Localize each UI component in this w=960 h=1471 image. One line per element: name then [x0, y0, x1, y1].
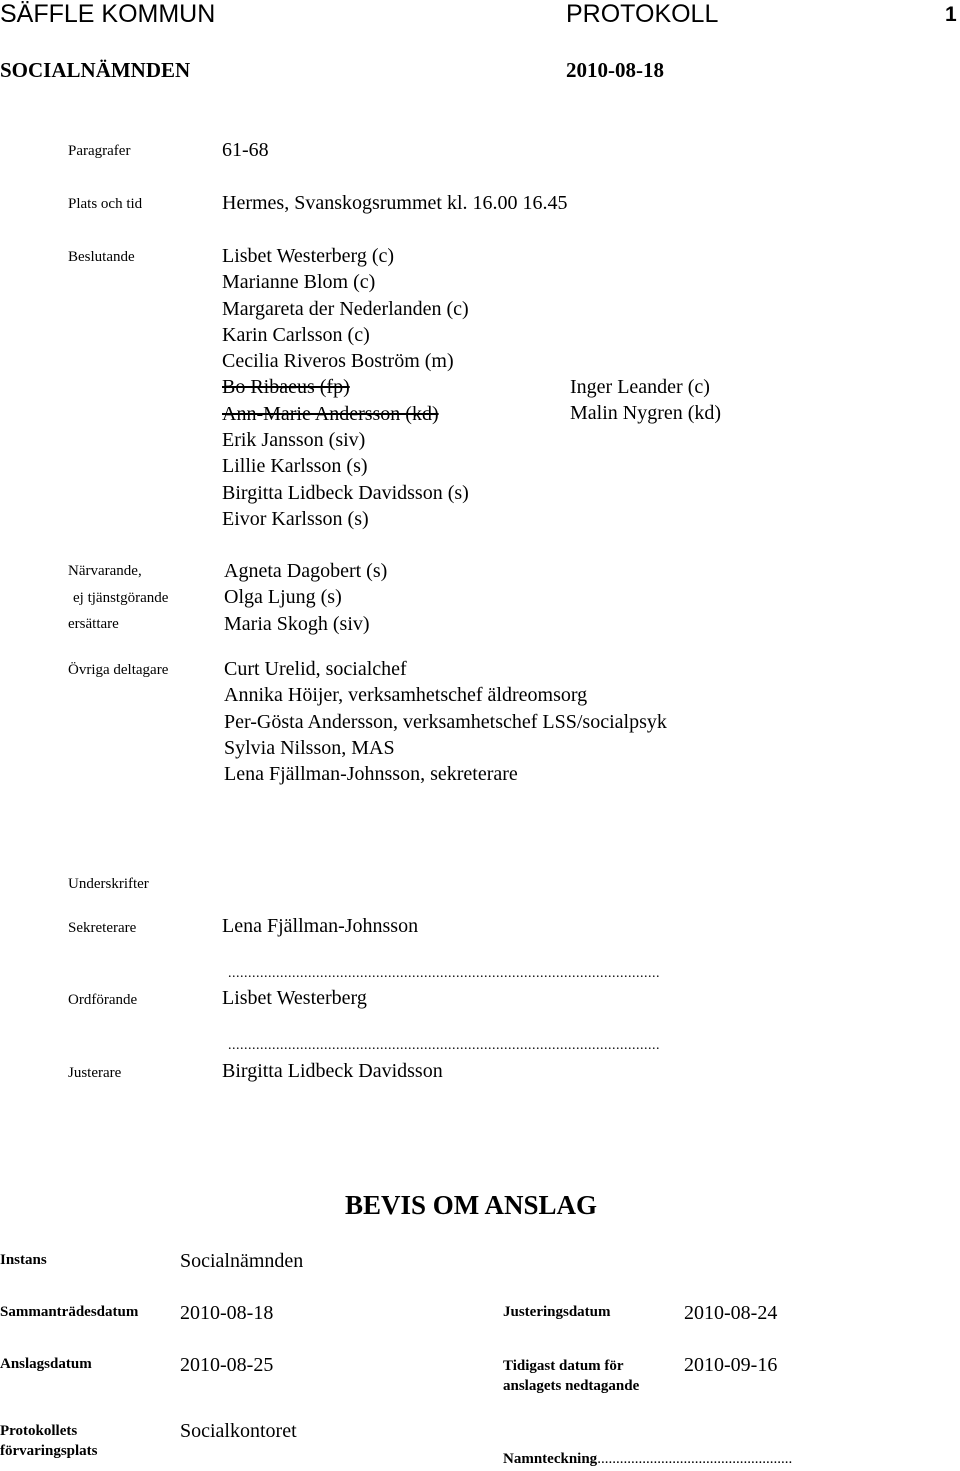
justeringsdatum-label: Justeringsdatum — [503, 1304, 611, 1320]
instans-value: Socialnämnden — [180, 1250, 304, 1272]
beslutande-list — [222, 243, 469, 532]
participant-name: Per-Gösta Andersson, verksamhetschef LSS/socialpsyk — [224, 710, 667, 733]
member-name-struck: Ann-Marie Andersson (kd) — [222, 402, 439, 425]
member-name-struck: Bo Ribaeus (fp) — [222, 376, 350, 399]
signature-role: Ordförande — [68, 992, 138, 1008]
member-name: Olga Ljung (s) — [224, 586, 342, 609]
participant-name: Curt Urelid, socialchef — [224, 658, 407, 680]
document-type: PROTOKOLL — [566, 0, 719, 28]
substitute-name: Inger Leander (c) — [570, 376, 710, 398]
meeting-date: 2010-08-18 — [566, 58, 664, 82]
beslutande-label: Beslutande — [68, 249, 135, 265]
paragrafer-value: 61-68 — [222, 139, 269, 161]
signature-role: Sekreterare — [68, 920, 137, 936]
committee-name: SOCIALNÄMNDEN — [0, 58, 191, 82]
namnteckning-label: Namnteckning — [503, 1451, 598, 1467]
forvaringsplats-value: Socialkontoret — [180, 1420, 297, 1442]
member-name: Maria Skogh (siv) — [224, 612, 370, 635]
signature-name: Lena Fjällman-Johnsson — [222, 915, 419, 937]
member-name: Lillie Karlsson (s) — [222, 455, 368, 478]
member-name: Cecilia Riveros Boström (m) — [222, 350, 454, 373]
instans-label: Instans — [0, 1252, 47, 1268]
paragrafer-label: Paragrafer — [68, 143, 131, 159]
forvaringsplats-label-line: förvaringsplats — [0, 1443, 98, 1459]
underskrifter-label: Underskrifter — [68, 876, 149, 892]
member-name: Lisbet Westerberg (c) — [222, 245, 395, 267]
anslagsdatum-value: 2010-08-25 — [180, 1354, 274, 1376]
bevis-title: BEVIS OM ANSLAG — [345, 1190, 598, 1220]
participant-name: Annika Höijer, verksamhetschef äldreomsorg — [224, 684, 588, 707]
signature-name: Lisbet Westerberg — [222, 987, 367, 1009]
member-name: Margareta der Nederlanden (c) — [222, 297, 469, 320]
participant-name: Sylvia Nilsson, MAS — [224, 736, 395, 759]
plats-value: Hermes, Svanskogsrummet kl. 16.00 16.45 — [222, 192, 568, 214]
namnteckning-line: .................................................... — [597, 1451, 793, 1467]
namnteckning-row — [503, 1451, 792, 1468]
forvaringsplats-label-line: Protokollets — [0, 1423, 78, 1439]
sammantradesdatum-label: Sammanträdesdatum — [0, 1304, 139, 1320]
narvarande-label-line-2: ej tjänstgörande — [73, 590, 169, 606]
member-name: Erik Jansson (siv) — [222, 429, 366, 452]
signature-name: Birgitta Lidbeck Davidsson — [222, 1060, 443, 1082]
page-number: 1 — [945, 3, 957, 26]
signature-role: Justerare — [68, 1065, 122, 1081]
ovriga-label: Övriga deltagare — [68, 662, 169, 678]
justeringsdatum-value: 2010-08-24 — [684, 1302, 778, 1324]
narvarande-list — [224, 558, 387, 637]
participant-name: Lena Fjällman-Johnsson, sekreterare — [224, 763, 518, 786]
signature-line: ............................................................................................................ — [228, 1038, 660, 1053]
municipality-name: SÄFFLE KOMMUN — [0, 0, 216, 28]
member-name: Karin Carlsson (c) — [222, 323, 370, 346]
forvaringsplats-label — [0, 1421, 98, 1461]
tidigast-label-line: Tidigast datum för — [503, 1358, 624, 1374]
member-name: Eivor Karlsson (s) — [222, 507, 369, 530]
anslagsdatum-label: Anslagsdatum — [0, 1356, 92, 1372]
tidigast-label-line: anslagets nedtagande — [503, 1378, 640, 1394]
member-name: Birgitta Lidbeck Davidsson (s) — [222, 481, 469, 504]
sammantradesdatum-value: 2010-08-18 — [180, 1302, 274, 1324]
substitute-name: Malin Nygren (kd) — [570, 402, 722, 425]
member-name: Agneta Dagobert (s) — [224, 560, 388, 582]
substitutes-list — [570, 374, 721, 427]
tidigast-label — [503, 1356, 639, 1396]
tidigast-value: 2010-09-16 — [684, 1354, 778, 1376]
member-name: Marianne Blom (c) — [222, 271, 376, 294]
signature-line: ............................................................................................................ — [228, 966, 660, 981]
narvarande-label-line-3: ersättare — [68, 616, 119, 632]
plats-label: Plats och tid — [68, 196, 143, 212]
narvarande-label-line-1: Närvarande, — [68, 563, 142, 579]
ovriga-list — [224, 656, 667, 787]
